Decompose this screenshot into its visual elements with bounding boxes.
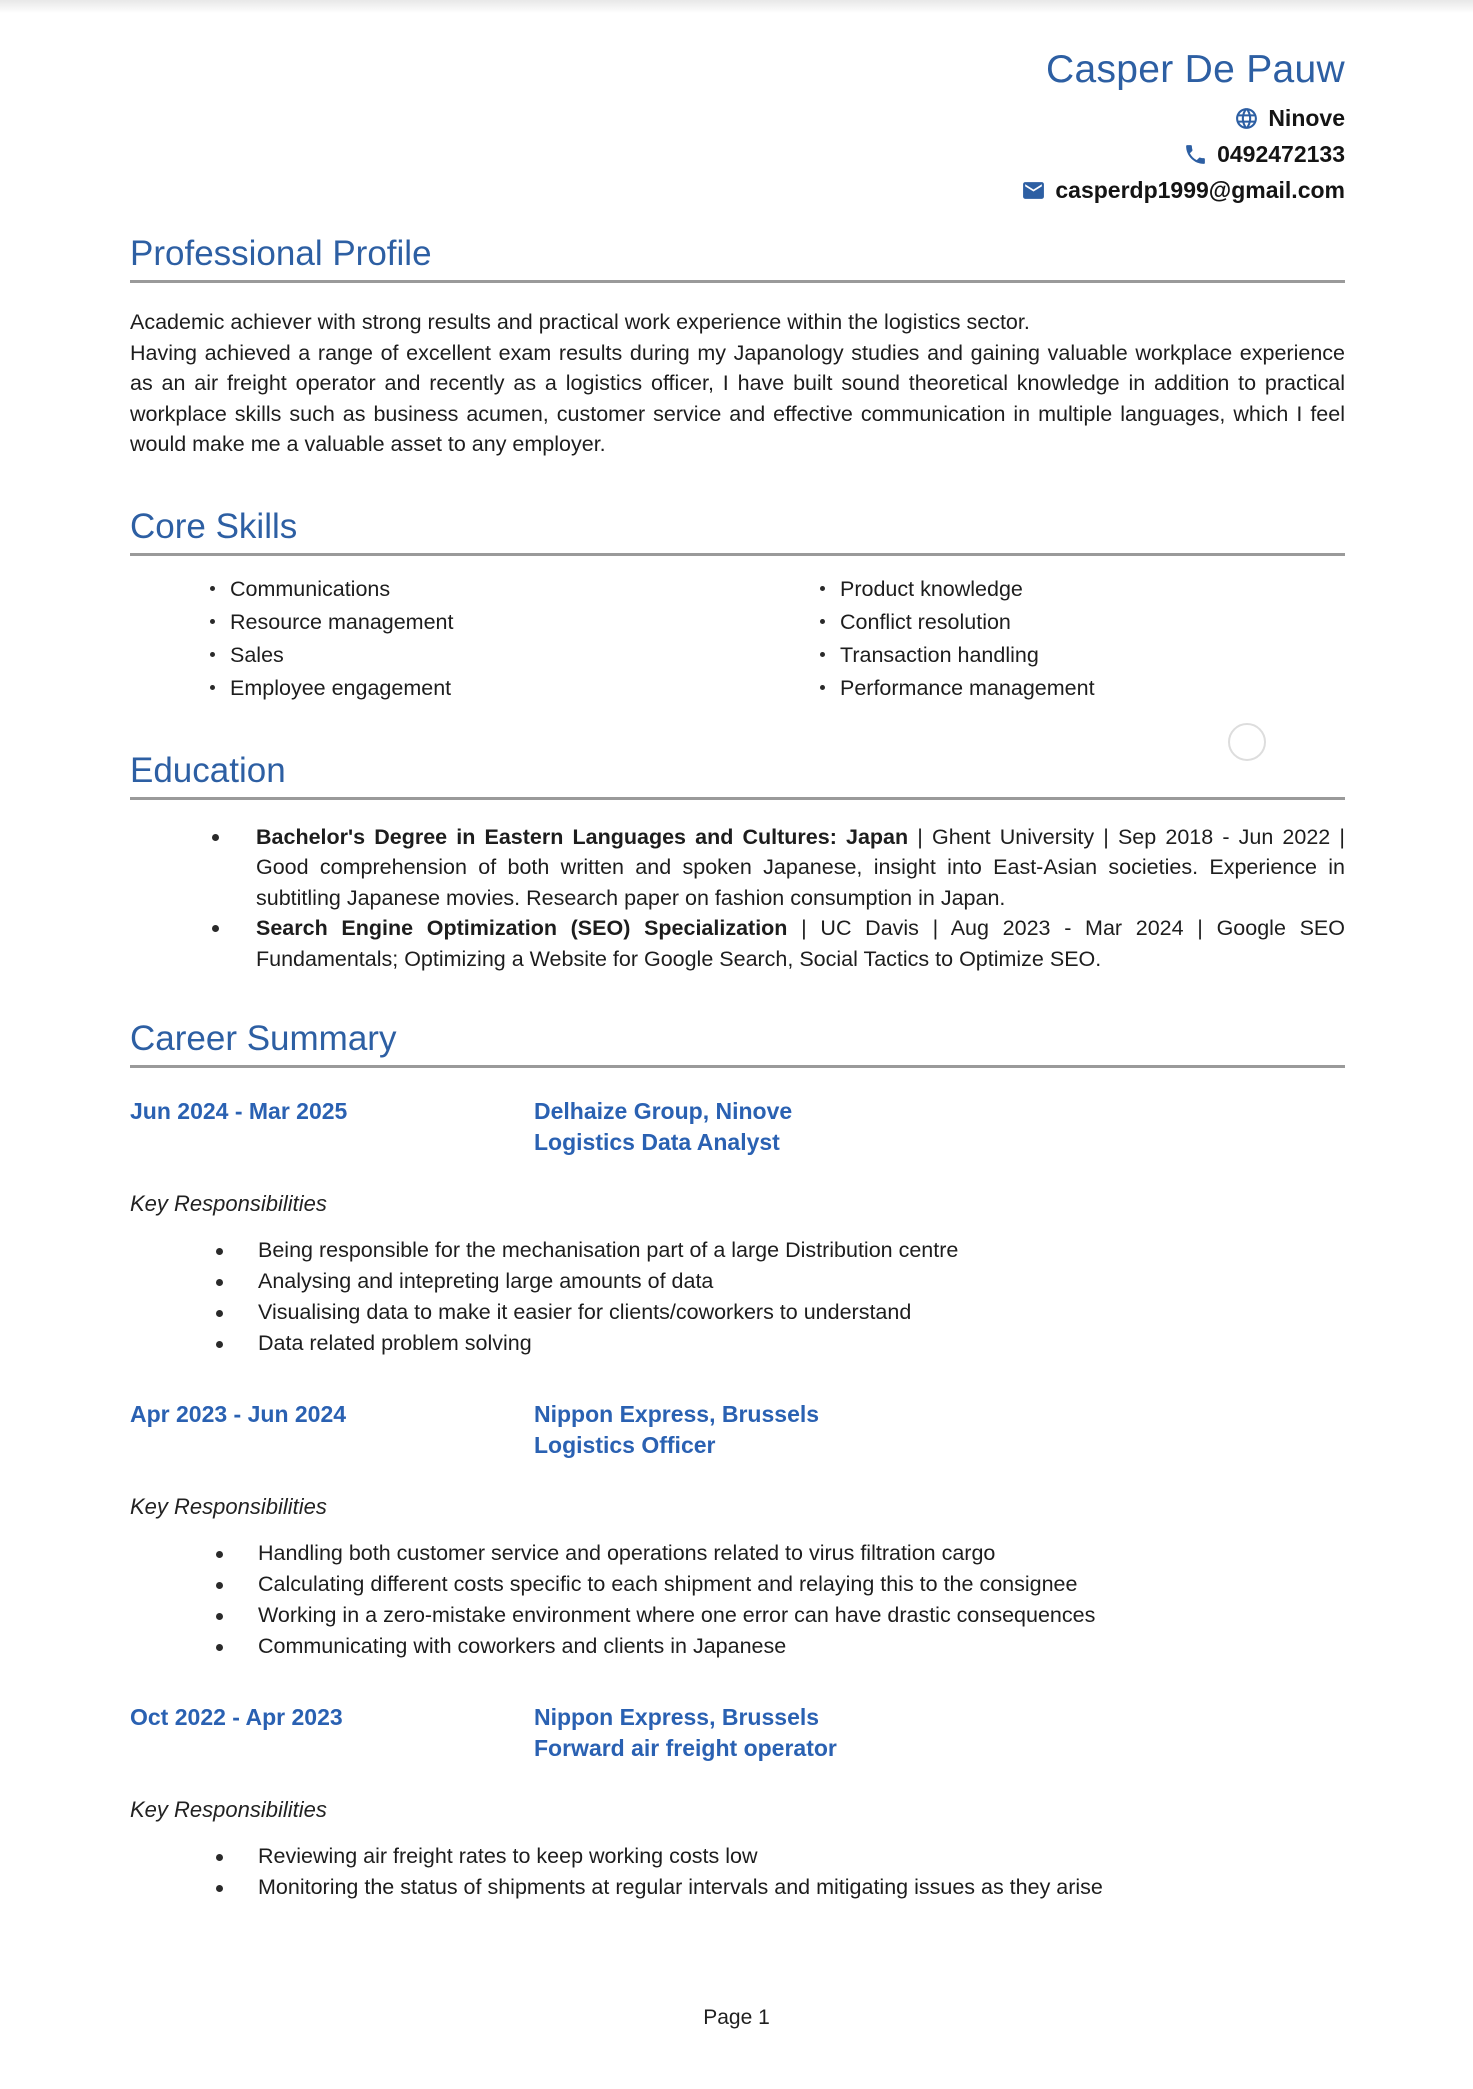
skill-item: [820, 611, 1345, 633]
scan-edge-artifact: [0, 0, 1473, 13]
job-header: [130, 1702, 1345, 1764]
job-entry: [130, 1096, 1345, 1359]
bullet-dot: [210, 619, 215, 624]
job-header: [130, 1399, 1345, 1461]
responsibility-item: Analysing and intepreting large amounts of data: [130, 1266, 1345, 1297]
responsibilities-list: [130, 1841, 1345, 1903]
section-professional-profile: [130, 233, 1345, 460]
job-company: Nippon Express, Brussels: [534, 1704, 820, 1730]
job-company: Delhaize Group, Ninove: [534, 1098, 793, 1124]
page-footer: Page 1: [703, 2006, 770, 2029]
responsibility-item: Calculating different costs specific to each shipment and relaying this to the consignee: [130, 1569, 1345, 1600]
skill-item: [820, 578, 1345, 600]
profile-body: Having achieved a range of excellent exam results during my Japanology studies and gaining valuable workplace experience as an air freight operator and recently as a logistics officer, I have built sound theoretical knowledge in addition to practical workplace skills such as business acumen, customer service and effective communication in multiple languages, which I feel would make me a valuable asset to any employer.: [130, 340, 1345, 456]
responsibility-item: Visualising data to make it easier for clients/coworkers to understand: [130, 1297, 1345, 1328]
contact-email: [1021, 178, 1345, 203]
education-details: | UC Davis | Aug 2023 - Mar 2024 | Google SEO Fundamentals; Optimizing a Website for Google Search, Social Tactics to Optimize SEO.: [256, 916, 1345, 971]
section-core-skills: [130, 506, 1345, 710]
skill-item: [210, 644, 820, 666]
section-rule: [130, 797, 1345, 800]
section-rule: [130, 553, 1345, 556]
job-entry: [130, 1702, 1345, 1903]
candidate-name: Casper De Pauw: [1045, 48, 1345, 91]
phone-icon: [1183, 142, 1208, 167]
skill-label: Resource management: [230, 609, 454, 634]
job-entry: [130, 1399, 1345, 1662]
education-details: | Ghent University | Sep 2018 - Jun 2022 | Good comprehension of both written and spoken Japanese, insight into East-Asian societies. Experience in subtitling Japanese movies. Research paper on fashion consumption in Japan.: [256, 824, 1345, 910]
key-responsibilities-label: Key Responsibilities: [130, 1191, 327, 1216]
phone-text: 0492472133: [1217, 141, 1345, 167]
key-responsibilities-label: Key Responsibilities: [130, 1797, 327, 1822]
skills-column-right: [820, 578, 1345, 710]
bullet-dot: [820, 619, 825, 624]
envelope-icon: [1021, 178, 1046, 203]
skills-column-left: [210, 578, 820, 710]
bullet-dot: [210, 685, 215, 690]
job-list: [130, 1096, 1345, 1903]
responsibility-item: Working in a zero-mistake environment where one error can have drastic consequences: [130, 1600, 1345, 1631]
responsibility-item: Data related problem solving: [130, 1328, 1345, 1359]
job-period: Jun 2024 - Mar 2025: [130, 1098, 348, 1124]
section-education: [130, 750, 1345, 975]
skill-label: Employee engagement: [230, 675, 452, 700]
core-skills-heading: Core Skills: [130, 506, 298, 546]
bullet-dot: [820, 586, 825, 591]
section-rule: [130, 280, 1345, 283]
skill-item: [820, 644, 1345, 666]
responsibility-item: Reviewing air freight rates to keep working costs low: [130, 1841, 1345, 1872]
key-responsibilities-label: Key Responsibilities: [130, 1494, 327, 1519]
skill-item: [210, 677, 820, 699]
location-text: Ninove: [1268, 105, 1345, 131]
profile-intro-line: Academic achiever with strong results and practical work experience within the logistics sector.: [130, 310, 1030, 334]
skill-item: [820, 677, 1345, 699]
skill-item: [210, 611, 820, 633]
globe-icon: [1234, 106, 1259, 131]
education-title: Bachelor's Degree in Eastern Languages and Cultures: Japan: [256, 824, 909, 849]
responsibility-item: Handling both customer service and operations related to virus filtration cargo: [130, 1538, 1345, 1569]
contact-phone: [1183, 142, 1345, 167]
bullet-dot: [210, 586, 215, 591]
responsibilities-list: [130, 1235, 1345, 1359]
skill-label: Sales: [230, 642, 284, 667]
education-item: [130, 822, 1345, 914]
education-title: Search Engine Optimization (SEO) Specialization: [256, 916, 788, 940]
job-period: Apr 2023 - Jun 2024: [130, 1401, 347, 1427]
bullet-dot: [820, 652, 825, 657]
skill-label: Conflict resolution: [840, 609, 1011, 634]
education-item: [130, 913, 1345, 974]
education-heading: Education: [130, 750, 286, 790]
skills-grid: [130, 578, 1345, 710]
job-org: [534, 1702, 837, 1764]
job-role: Logistics Officer: [534, 1432, 716, 1458]
responsibilities-list: [130, 1538, 1345, 1662]
job-org: [534, 1096, 792, 1158]
responsibility-item: Monitoring the status of shipments at regular intervals and mitigating issues as they arise: [130, 1872, 1345, 1903]
contact-block: [130, 106, 1345, 203]
skill-label: Communications: [230, 576, 391, 601]
section-career-summary: [130, 1018, 1345, 1903]
section-rule: [130, 1065, 1345, 1068]
watermark-circle: [1228, 723, 1266, 761]
email-text: casperdp1999@gmail.com: [1055, 177, 1345, 203]
job-company: Nippon Express, Brussels: [534, 1401, 820, 1427]
job-org: [534, 1399, 819, 1461]
career-summary-heading: Career Summary: [130, 1019, 397, 1058]
skill-label: Performance management: [840, 675, 1095, 700]
responsibility-item: Communicating with coworkers and clients in Japanese: [130, 1631, 1345, 1662]
skill-item: [210, 578, 820, 600]
skill-label: Product knowledge: [840, 576, 1023, 601]
job-period: Oct 2022 - Apr 2023: [130, 1704, 343, 1730]
bullet-dot: [210, 652, 215, 657]
job-role: Logistics Data Analyst: [534, 1129, 780, 1155]
job-header: [130, 1096, 1345, 1158]
profile-text: [130, 307, 1345, 460]
skill-label: Transaction handling: [840, 642, 1039, 667]
bullet-dot: [820, 685, 825, 690]
education-list: [130, 822, 1345, 975]
job-role: Forward air freight operator: [534, 1735, 837, 1761]
contact-location: [1234, 106, 1345, 131]
professional-profile-heading: Professional Profile: [130, 234, 432, 273]
responsibility-item: Being responsible for the mechanisation part of a large Distribution centre: [130, 1235, 1345, 1266]
